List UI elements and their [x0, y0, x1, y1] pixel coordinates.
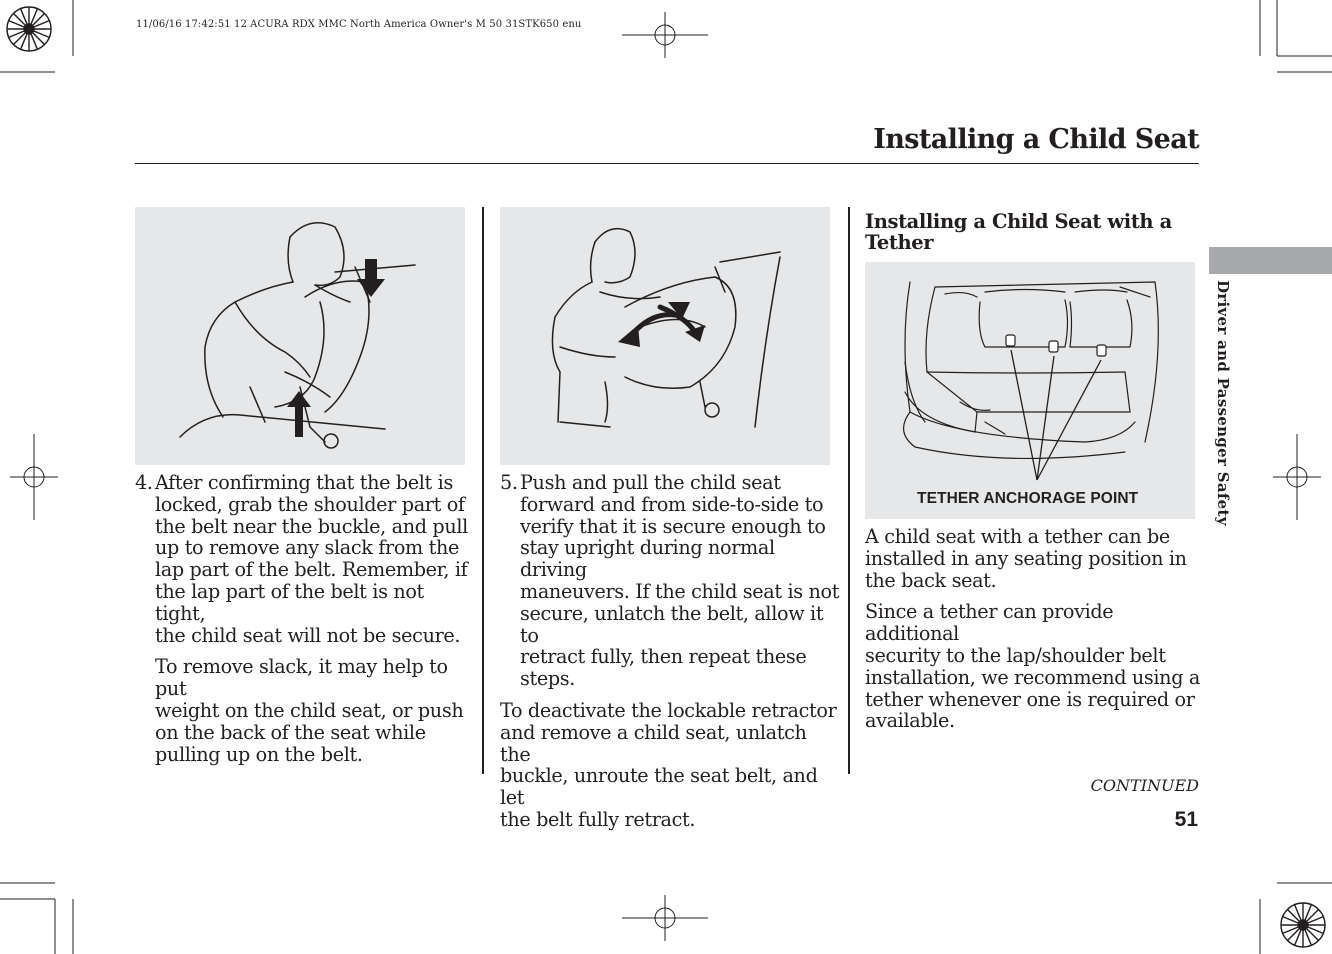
- tether-anchorage-callout: TETHER ANCHORAGE POINT: [917, 490, 1139, 507]
- continued-label: CONTINUED: [1090, 776, 1199, 795]
- page-number: 51: [1174, 808, 1198, 831]
- text-line: the back seat.: [865, 568, 997, 592]
- illustration-pull-belt: [135, 207, 465, 465]
- section-tab-label: Driver and Passenger Safety: [1214, 280, 1232, 526]
- text-line: installed in any seating position in: [865, 546, 1187, 570]
- illustration-tether-anchorage: [865, 262, 1195, 519]
- text-line: the lap part of the belt is not tight,: [155, 579, 424, 625]
- tether-paragraph-2: [865, 601, 1205, 732]
- text-line: A child seat with a tether can be: [865, 525, 1170, 548]
- text-line: weight on the child seat, or push: [155, 698, 464, 722]
- page-title: Installing a Child Seat: [873, 124, 1199, 155]
- text-line: available.: [865, 709, 955, 733]
- step-5-text: [520, 472, 840, 690]
- step-number: 4.: [135, 471, 153, 494]
- deactivate-paragraph: [500, 700, 840, 831]
- step-4: [135, 472, 475, 646]
- heading-line: Tether: [865, 231, 934, 254]
- step-4-text: [155, 472, 475, 646]
- text-line: verify that it is secure enough to: [520, 514, 826, 538]
- section-heading: [865, 211, 1195, 253]
- illustration-push-pull-seat: [500, 207, 830, 465]
- text-line: the belt fully retract.: [500, 807, 696, 831]
- heading-line: Installing a Child Seat with a: [865, 210, 1172, 233]
- text-line: pulling up on the belt.: [155, 742, 363, 766]
- text-line: locked, grab the shoulder part of: [155, 492, 465, 516]
- text-line: Push and pull the child seat: [520, 471, 781, 494]
- tether-paragraph-1: [865, 526, 1205, 591]
- col1-text: [135, 472, 475, 765]
- section-tab: [1209, 247, 1332, 274]
- text-line: steps.: [520, 667, 576, 691]
- text-line: Since a tether can provide additional: [865, 600, 1114, 646]
- column-divider-1: [482, 207, 484, 774]
- text-line: secure, unlatch the belt, allow it to: [520, 601, 824, 647]
- step-5: [500, 472, 840, 690]
- col3-text: [865, 526, 1205, 732]
- text-line: the child seat will not be secure.: [155, 623, 461, 647]
- text-line: buckle, unroute the seat belt, and let: [500, 764, 818, 810]
- text-line: lap part of the belt. Remember, if: [155, 558, 468, 582]
- text-line: on the back of the seat while: [155, 720, 426, 744]
- text-line: To remove slack, it may help to put: [155, 655, 448, 701]
- text-line: tether whenever one is required or: [865, 687, 1195, 711]
- text-line: maneuvers. If the child seat is not: [520, 579, 840, 603]
- text-line: installation, we recommend using a: [865, 665, 1200, 689]
- col2-text: [500, 472, 840, 831]
- text-line: retract fully, then repeat these: [520, 645, 807, 669]
- print-slug: 11/06/16 17:42:51 12 ACURA RDX MMC North America Owner's M 50 31STK650 enu: [136, 19, 582, 30]
- text-line: stay upright during normal driving: [520, 536, 775, 582]
- text-line: the belt near the buckle, and pull: [155, 514, 468, 538]
- text-line: security to the lap/shoulder belt: [865, 643, 1166, 667]
- step-number: 5.: [500, 471, 518, 494]
- title-rule: [135, 163, 1199, 164]
- text-line: up to remove any slack from the: [155, 536, 459, 560]
- text-line: To deactivate the lockable retractor: [500, 698, 837, 722]
- step-4-note: [135, 656, 475, 765]
- text-line: After confirming that the belt is: [155, 471, 453, 494]
- text-line: and remove a child seat, unlatch the: [500, 720, 807, 766]
- text-line: forward and from side-to-side to: [520, 492, 824, 516]
- column-divider-2: [848, 207, 850, 774]
